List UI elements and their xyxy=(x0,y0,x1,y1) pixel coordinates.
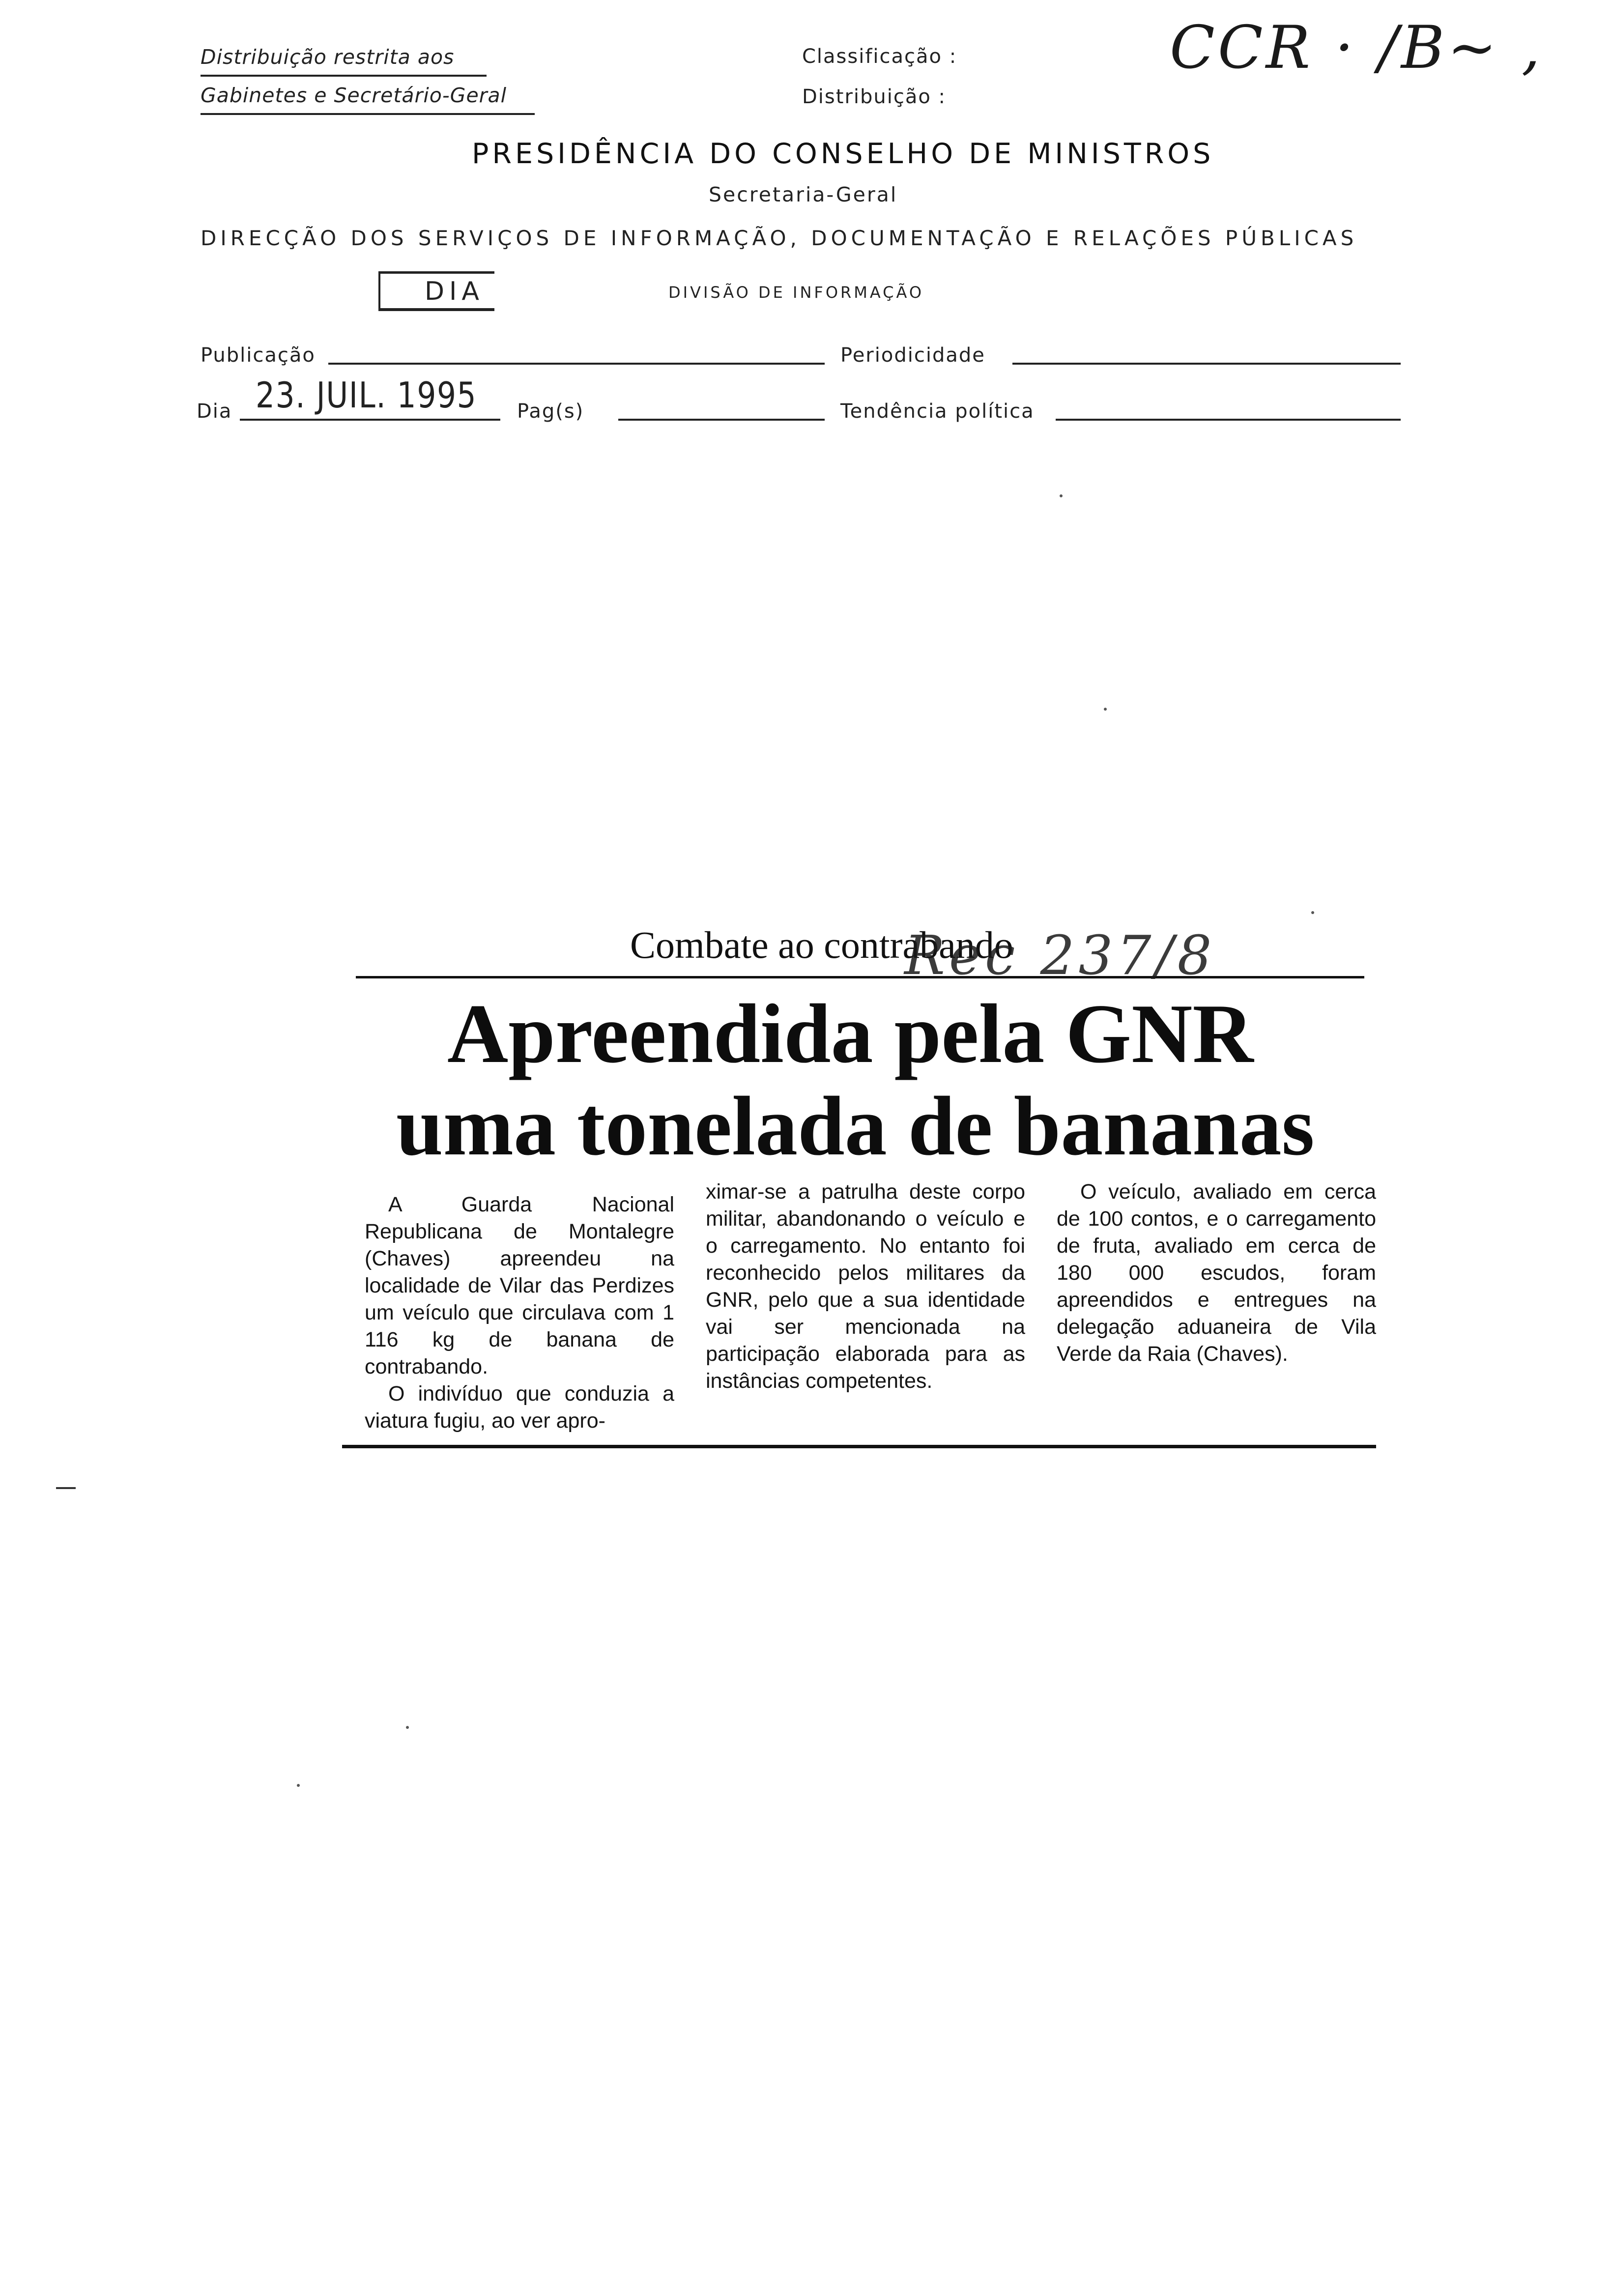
day-label: Dia xyxy=(197,400,232,423)
headline-line-2: uma tonelada de bananas xyxy=(396,1080,1315,1173)
scan-speck xyxy=(1060,494,1063,497)
political-tendency-label: Tendência política xyxy=(840,400,1035,423)
scan-speck xyxy=(406,1726,409,1729)
distribution-line-2: Gabinetes e Secretário-Geral xyxy=(201,84,507,107)
directorate-title: DIRECÇÃO DOS SERVIÇOS DE INFORMAÇÃO, DOCUMENTAÇÃO E RELAÇÕES PÚBLICAS xyxy=(201,226,1358,250)
clipping-bottom-rule xyxy=(342,1445,1376,1448)
classification-label: Classificação : xyxy=(802,45,957,68)
distribution-label: Distribuição : xyxy=(802,86,947,108)
day-line xyxy=(240,419,500,421)
pages-line xyxy=(618,419,825,421)
stamp-box xyxy=(378,271,494,311)
article-col2-paragraph-1: ximar-se a patrulha deste corpo militar, abandonando o veículo e o carregamento. No entanto foi reconhecido pelos militares da GNR, pelo que a sua identidade vai ser mencionada na participação elaborada para as instâncias competentes. xyxy=(706,1180,1025,1393)
periodicity-line xyxy=(1012,363,1401,365)
division-title: DIVISÃO DE INFORMAÇÃO xyxy=(668,283,924,302)
article-column-2 xyxy=(706,1178,1025,1395)
periodicity-label: Periodicidade xyxy=(840,344,985,367)
institution-title: PRESIDÊNCIA DO CONSELHO DE MINISTROS xyxy=(472,138,1214,170)
clipping-kicker: Combate ao contrabando xyxy=(630,923,1013,966)
article-column-1 xyxy=(365,1191,674,1435)
article-col1-paragraph-2: O indivíduo que conduzia a viatura fugiu, ao ver apro- xyxy=(365,1382,674,1433)
handwritten-reference: Rec 237/8 xyxy=(904,924,1216,987)
pages-label: Pag(s) xyxy=(517,400,584,423)
secretariat-title: Secretaria-Geral xyxy=(709,183,898,206)
scan-speck xyxy=(1311,911,1314,914)
scan-speck xyxy=(297,1784,300,1787)
political-tendency-line xyxy=(1056,419,1401,421)
distribution-underline xyxy=(201,113,535,115)
article-col3-paragraph-1: O veículo, avaliado em cerca de 100 contos, e o carregamento de fruta, avaliado em cerca de 180 000 escudos, foram apreendidos e entregues na delegação aduaneira de Vila Verde da Raia (Chaves). xyxy=(1057,1180,1376,1366)
stamp-text: DIA xyxy=(425,277,484,306)
day-value: 23. JUIL. 1995 xyxy=(256,374,477,416)
handwritten-annotation-top: CCR · /B~ , xyxy=(1170,14,1543,82)
scan-speck xyxy=(1104,708,1107,711)
article-col1-paragraph-1: A Guarda Nacional Republicana de Montalegre (Chaves) apreendeu na localidade de Vilar das Perdizes um veículo que circulava com 1 116 kg de banana de contrabando. xyxy=(365,1193,674,1378)
distribution-line-1: Distribuição restrita aos xyxy=(201,45,455,69)
headline-line-1: Apreendida pela GNR xyxy=(447,987,1254,1081)
publication-line xyxy=(328,363,825,365)
distribution-divider xyxy=(201,75,487,77)
scan-mark xyxy=(56,1487,76,1489)
article-column-3 xyxy=(1057,1178,1376,1368)
publication-label: Publicação xyxy=(201,344,316,367)
